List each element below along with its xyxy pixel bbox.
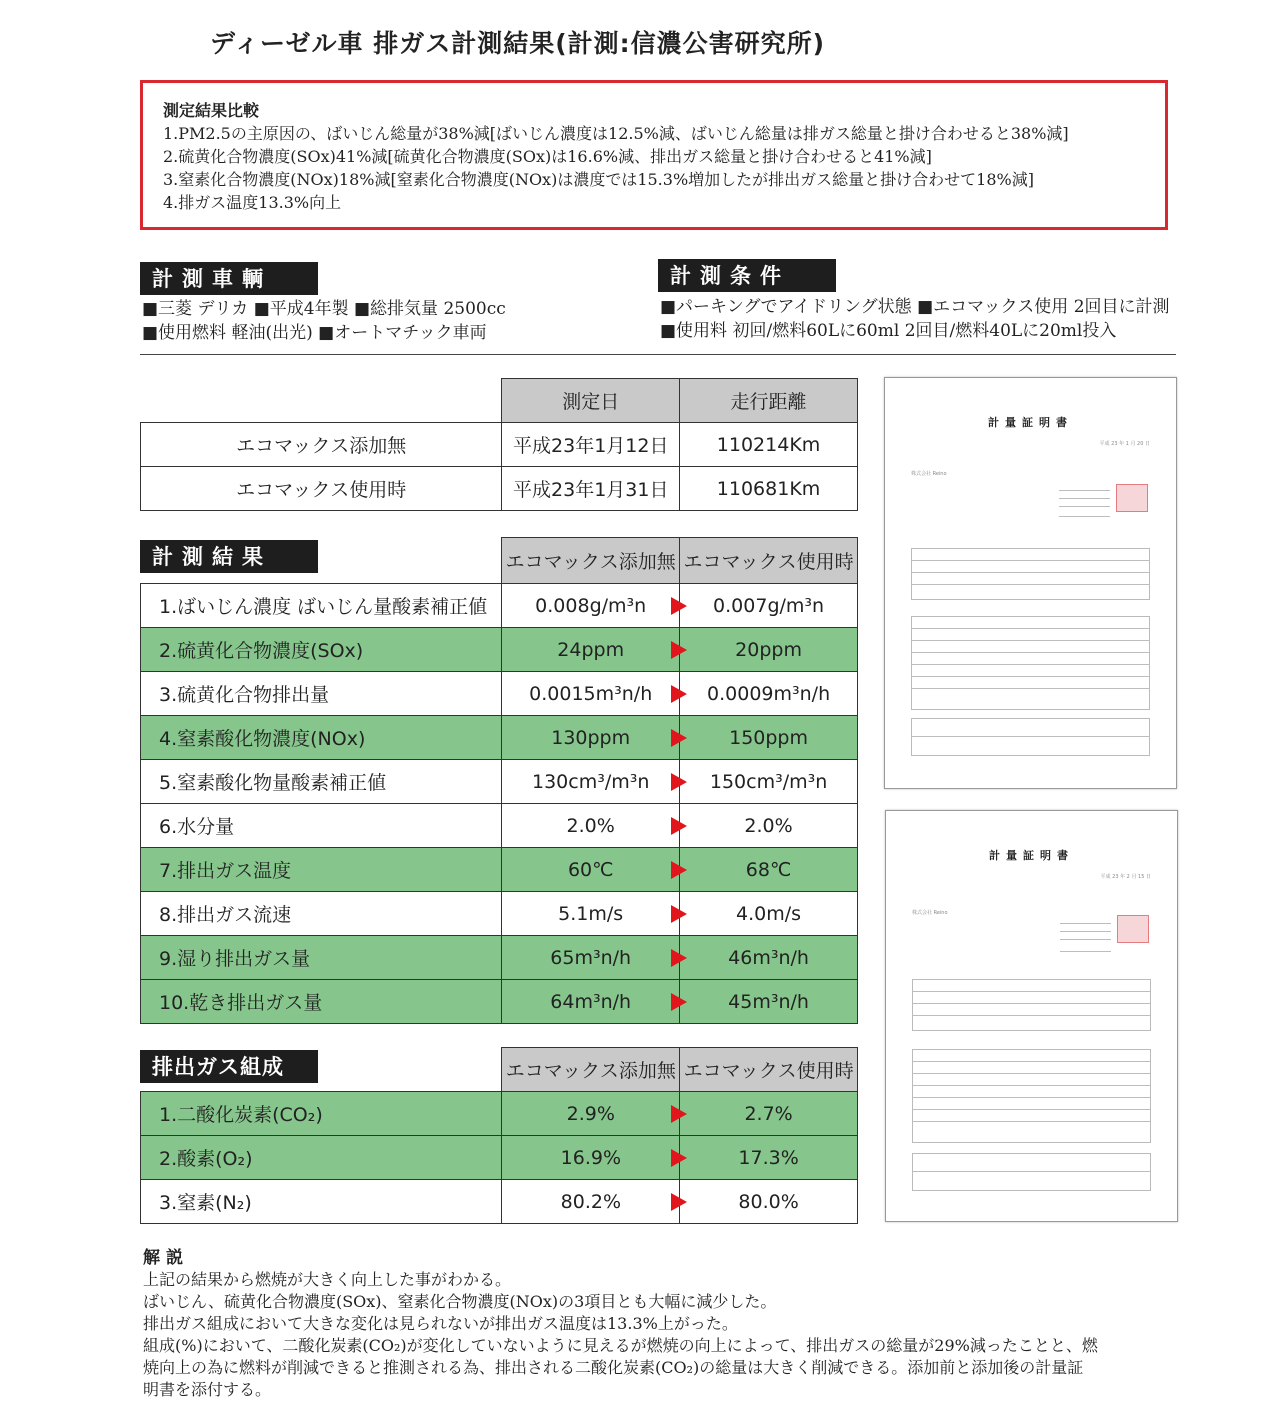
column-header-before: エコマックス添加無	[502, 538, 680, 584]
conditions-info	[660, 295, 1180, 343]
value-after	[680, 980, 858, 1024]
value-after	[680, 1136, 858, 1180]
certificate-title: 計量証明書	[988, 416, 1073, 429]
table-row	[141, 804, 858, 848]
row-label: 3.窒素(N₂)	[141, 1180, 502, 1224]
seal-stamp	[1117, 915, 1149, 943]
value-before: 0.008g/m³n	[502, 584, 680, 628]
row-label: 9.湿り排出ガス量	[141, 936, 502, 980]
value-after-text: 0.007g/m³n	[713, 594, 825, 617]
value-after	[680, 1180, 858, 1224]
value-after-text: 4.0m/s	[736, 902, 802, 925]
arrow-right-icon	[671, 1193, 687, 1211]
value-after-text: 46m³n/h	[728, 946, 809, 969]
arrow-right-icon	[671, 1105, 687, 1123]
row-label: 4.窒素酸化物濃度(NOx)	[141, 716, 502, 760]
explanation	[143, 1247, 1193, 1401]
column-header-after: エコマックス使用時	[680, 538, 858, 584]
distance-cell: 110681Km	[680, 467, 858, 511]
conditions-line: ■使用料 初回/燃料60Lに60ml 2回目/燃料40Lに20ml投入	[660, 321, 1117, 341]
conditions-heading: 計測条件	[658, 259, 836, 292]
row-label: 6.水分量	[141, 804, 502, 848]
arrow-right-icon	[671, 817, 687, 835]
row-label: エコマックス使用時	[141, 467, 502, 511]
arrow-right-icon	[671, 861, 687, 879]
table-row	[141, 672, 858, 716]
conditions-line: ■パーキングでアイドリング状態 ■エコマックス使用 2回目に計測	[660, 297, 1170, 317]
column-header-distance: 走行距離	[680, 379, 858, 423]
arrow-right-icon	[671, 641, 687, 659]
value-before: 0.0015m³n/h	[502, 672, 680, 716]
arrow-right-icon	[671, 949, 687, 967]
value-before: 65m³n/h	[502, 936, 680, 980]
table-row	[141, 628, 858, 672]
composition-heading: 排出ガス組成	[140, 1050, 318, 1083]
row-label: エコマックス添加無	[141, 423, 502, 467]
value-after	[680, 672, 858, 716]
value-before: 80.2%	[502, 1180, 680, 1224]
value-before: 2.0%	[502, 804, 680, 848]
value-before: 16.9%	[502, 1136, 680, 1180]
summary-line: 1.PM2.5の主原因の、ばいじん総量が38%減[ばいじん濃度は12.5%減、ばいじん総量は排ガス総量と掛け合わせると38%減]	[163, 124, 1069, 143]
table-row	[141, 848, 858, 892]
table-row	[141, 760, 858, 804]
table-row	[141, 1180, 858, 1224]
summary-line: 2.硫黄化合物濃度(SOx)41%減[硫黄化合物濃度(SOx)は16.6%減、排出ガス総量と掛け合わせると41%減]	[163, 147, 932, 166]
table-row	[141, 467, 858, 511]
table-row	[141, 716, 858, 760]
table-row	[141, 1136, 858, 1180]
value-before: 130cm³/m³n	[502, 760, 680, 804]
vehicle-heading: 計測車輌	[140, 262, 318, 295]
divider	[140, 354, 1176, 355]
explanation-line: ばいじん、硫黄化合物濃度(SOx)、窒素化合物濃度(NOx)の3項目とも大幅に減少した。	[143, 1292, 777, 1311]
value-after	[680, 936, 858, 980]
summary-box	[140, 80, 1168, 230]
value-after-text: 20ppm	[735, 638, 802, 661]
summary-line: 4.排ガス温度13.3%向上	[163, 193, 342, 212]
value-after	[680, 804, 858, 848]
value-before: 2.9%	[502, 1092, 680, 1136]
dates-table	[140, 378, 858, 511]
value-after-text: 45m³n/h	[728, 990, 809, 1013]
column-header-after: エコマックス使用時	[680, 1048, 858, 1092]
arrow-right-icon	[671, 993, 687, 1011]
seal-stamp	[1116, 484, 1148, 512]
column-header-before: エコマックス添加無	[502, 1048, 680, 1092]
certificate-image-2	[885, 810, 1178, 1222]
arrow-right-icon	[671, 729, 687, 747]
date-cell: 平成23年1月31日	[502, 467, 680, 511]
row-label: 8.排出ガス流速	[141, 892, 502, 936]
certificate-recipient: 株式会社 Reino	[911, 471, 947, 477]
value-after	[680, 848, 858, 892]
table-row	[141, 980, 858, 1024]
explanation-heading: 解説	[143, 1248, 189, 1268]
arrow-right-icon	[671, 1149, 687, 1167]
value-after-text: 0.0009m³n/h	[707, 682, 831, 705]
explanation-line: 排出ガス組成において大きな変化は見られないが排出ガス温度は13.3%上がった。	[143, 1314, 738, 1333]
value-after-text: 68℃	[745, 858, 792, 881]
table-row	[141, 936, 858, 980]
certificate-date: 平成 23 年 2 月 15 日	[1100, 874, 1151, 880]
value-after	[680, 1092, 858, 1136]
value-after	[680, 716, 858, 760]
explanation-line: 上記の結果から燃焼が大きく向上した事がわかる。	[143, 1270, 512, 1289]
certificate-title: 計量証明書	[989, 849, 1074, 862]
vehicle-info	[142, 297, 632, 345]
summary-heading: 測定結果比較	[163, 101, 260, 120]
row-label: 3.硫黄化合物排出量	[141, 672, 502, 716]
certificate-image-1	[884, 377, 1177, 789]
explanation-line: 焼向上の為に燃料が削減できると推測される為、排出される二酸化炭素(CO₂)の総量は大きく削減できる。添加前と添加後の計量証	[143, 1358, 1084, 1377]
value-after-text: 150cm³/m³n	[709, 770, 828, 793]
value-after-text: 80.0%	[738, 1190, 799, 1213]
explanation-line: 組成(%)において、二酸化炭素(CO₂)が変化していないように見えるが燃焼の向上によって、排出ガスの総量が29%減ったことと、燃	[143, 1336, 1098, 1355]
table-row	[141, 423, 858, 467]
composition-table	[140, 1047, 858, 1224]
value-after	[680, 584, 858, 628]
row-label: 10.乾き排出ガス量	[141, 980, 502, 1024]
explanation-line: 明書を添付する。	[143, 1380, 272, 1399]
row-label: 7.排出ガス温度	[141, 848, 502, 892]
value-before: 5.1m/s	[502, 892, 680, 936]
results-heading: 計測結果	[140, 540, 318, 573]
certificate-date: 平成 23 年 1 月 20 日	[1099, 441, 1150, 447]
column-header-date: 測定日	[502, 379, 680, 423]
table-row	[141, 892, 858, 936]
value-after-text: 150ppm	[729, 726, 809, 749]
value-after	[680, 760, 858, 804]
value-after-text: 17.3%	[738, 1146, 799, 1169]
table-row	[141, 584, 858, 628]
value-before: 60℃	[502, 848, 680, 892]
row-label: 5.窒素酸化物量酸素補正値	[141, 760, 502, 804]
value-before: 64m³n/h	[502, 980, 680, 1024]
arrow-right-icon	[671, 773, 687, 791]
results-table	[140, 537, 858, 1024]
page-title: ディーゼル車 排ガス計測結果(計測:信濃公害研究所)	[210, 29, 826, 58]
value-after	[680, 628, 858, 672]
arrow-right-icon	[671, 685, 687, 703]
value-before: 24ppm	[502, 628, 680, 672]
vehicle-line: ■三菱 デリカ ■平成4年製 ■総排気量 2500cc	[142, 299, 506, 319]
row-label: 2.硫黄化合物濃度(SOx)	[141, 628, 502, 672]
row-label: 2.酸素(O₂)	[141, 1136, 502, 1180]
distance-cell: 110214Km	[680, 423, 858, 467]
value-after-text: 2.7%	[744, 1102, 793, 1125]
row-label: 1.ばいじん濃度 ばいじん量酸素補正値	[141, 584, 502, 628]
arrow-right-icon	[671, 905, 687, 923]
row-label: 1.二酸化炭素(CO₂)	[141, 1092, 502, 1136]
arrow-right-icon	[671, 597, 687, 615]
date-cell: 平成23年1月12日	[502, 423, 680, 467]
table-row	[141, 1092, 858, 1136]
value-before: 130ppm	[502, 716, 680, 760]
summary-line: 3.窒素化合物濃度(NOx)18%減[窒素化合物濃度(NOx)は濃度では15.3%増加したが排出ガス総量と掛け合わせて18%減]	[163, 170, 1034, 189]
vehicle-line: ■使用燃料 軽油(出光) ■オートマチック車両	[142, 323, 487, 343]
value-after-text: 2.0%	[744, 814, 793, 837]
certificate-recipient: 株式会社 Reino	[912, 910, 948, 916]
value-after	[680, 892, 858, 936]
